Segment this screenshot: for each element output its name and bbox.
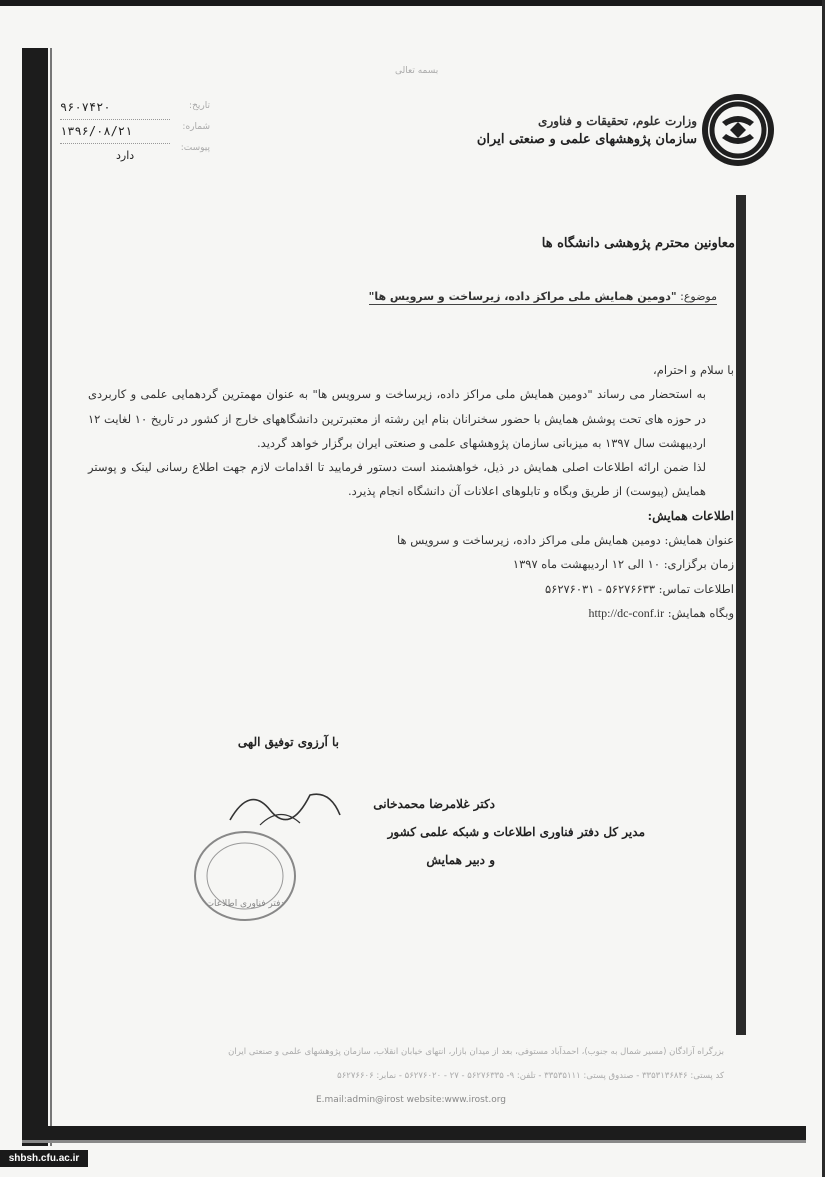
date-label: تاریخ: xyxy=(189,101,210,111)
info-time-label: زمان برگزاری: xyxy=(663,557,734,572)
signer-name: دکتر غلامرضا محمدخانی xyxy=(373,797,495,811)
margin-bar-right xyxy=(736,195,746,1035)
basmala: بسمه تعالی xyxy=(395,66,439,76)
scan-border-bottom-line xyxy=(22,1140,806,1143)
irost-logo-icon xyxy=(700,92,776,168)
info-website-link[interactable]: http://dc-conf.ir xyxy=(588,605,665,620)
letter-body xyxy=(88,358,734,625)
info-time xyxy=(88,552,734,576)
signer-block xyxy=(373,790,645,874)
footer-phones: کد پستی: ۳۳۵۳۱۳۶۸۴۶ - صندوق پستی: ۳۳۵۳۵۱۱۱ - تلفن: ۹- ۵۶۲۷۶۳۳۵ - ۲۷ - ۵۶۲۷۶۰۲۰ - نمابر: ۵۶۲۷۶۶۰۶ xyxy=(337,1071,724,1081)
closing-phrase: با آرزوی توفیق الهی xyxy=(237,735,339,749)
subject-label: موضوع: xyxy=(680,290,717,303)
letter-subject xyxy=(369,290,717,305)
subject-text: "دومین همایش ملی مراکز داده، زیرساخت و سرویس ها" xyxy=(368,290,677,303)
signer-title: مدیر کل دفتر فناوری اطلاعات و شبکه علمی کشور xyxy=(387,825,645,839)
scan-border-left xyxy=(22,48,48,1146)
info-contact-value: ۵۶۲۷۶۶۳۳ - ۵۶۲۷۶۰۳۱ xyxy=(544,581,656,596)
info-conference-title-value: دومین همایش ملی مراکز داده، زیرساخت و سرویس ها xyxy=(397,533,661,548)
info-time-value: ۱۰ الی ۱۲ اردیبهشت ماه ۱۳۹۷ xyxy=(512,557,661,572)
scan-border-left-line xyxy=(50,48,52,1146)
paragraph-1: به استحضار می رساند "دومین همایش ملی مراکز داده، زیرساخت و سرویس ها" به عنوان مهمترین گردهمایی علمی و کاربردی در حوزه های تحت پوشش همایش با حضور سخنرانان بنام این رشته از معتبرترین دانشگاههای خارج از کشور در تاریخ ۱۰ لغایت ۱۲ اردیبهشت سال ۱۳۹۷ به میزبانی سازمان پژوهشهای علمی و صنعتی ایران برگزار خواهد گردید. xyxy=(88,387,706,450)
signer-role: و دبیر همایش xyxy=(426,853,495,867)
official-stamp-icon xyxy=(190,826,300,926)
info-website-label: وبگاه همایش: xyxy=(667,605,734,620)
stamp-text: دفتر فناوری اطلاعات xyxy=(205,899,285,909)
greeting: با سلام و احترام، xyxy=(653,363,734,377)
info-title: اطلاعات همایش: xyxy=(647,508,734,523)
letter-footer xyxy=(98,1040,724,1112)
organization-header xyxy=(477,112,697,150)
paragraph-2: لذا ضمن ارائه اطلاعات اصلی همایش در ذیل، خواهشمند است دستور فرمایید تا اقدامات لازم جهت اطلاع رسانی لینک و پوستر همایش (پیوست) از طریق وبگاه و تابلوهای اعلانات آن دانشگاه انجام پذیرد. xyxy=(88,460,706,499)
info-conference-title xyxy=(88,528,734,552)
letter-attachment: دارد xyxy=(116,149,135,162)
info-contact-label: اطلاعات تماس: xyxy=(658,581,734,596)
scan-edge-top xyxy=(0,0,825,6)
ministry-name: وزارت علوم، تحقیقات و فناوری xyxy=(538,114,697,128)
info-contact xyxy=(88,577,734,601)
letter-meta-labels xyxy=(176,96,210,159)
footer-email-website: E.mail:admin@irost website:www.irost.org xyxy=(315,1095,506,1105)
letter-meta-values xyxy=(60,96,170,167)
attachment-label: پیوست: xyxy=(180,143,210,153)
info-conference-title-label: عنوان همایش: xyxy=(664,533,734,548)
letter-date: ۱۳۹۶/۰۸/۲۱ xyxy=(60,120,170,144)
source-watermark-tag: shbsh.cfu.ac.ir xyxy=(0,1150,88,1167)
organization-name: سازمان پژوهشهای علمی و صنعتی ایران xyxy=(476,132,697,147)
footer-address: بزرگراه آزادگان (مسیر شمال به جنوب)، احمدآباد مستوفی، بعد از میدان بازار، انتهای خیابان انقلاب، سازمان پژوهشهای علمی و صنعتی ایران xyxy=(228,1047,724,1057)
info-website xyxy=(88,601,734,625)
letter-recipient: معاونین محترم پژوهشی دانشگاه ها xyxy=(541,236,735,251)
scan-border-bottom xyxy=(22,1126,806,1140)
letter-number: ۹۶۰۷۴۲۰ xyxy=(60,96,170,120)
number-label: شماره: xyxy=(182,122,210,132)
